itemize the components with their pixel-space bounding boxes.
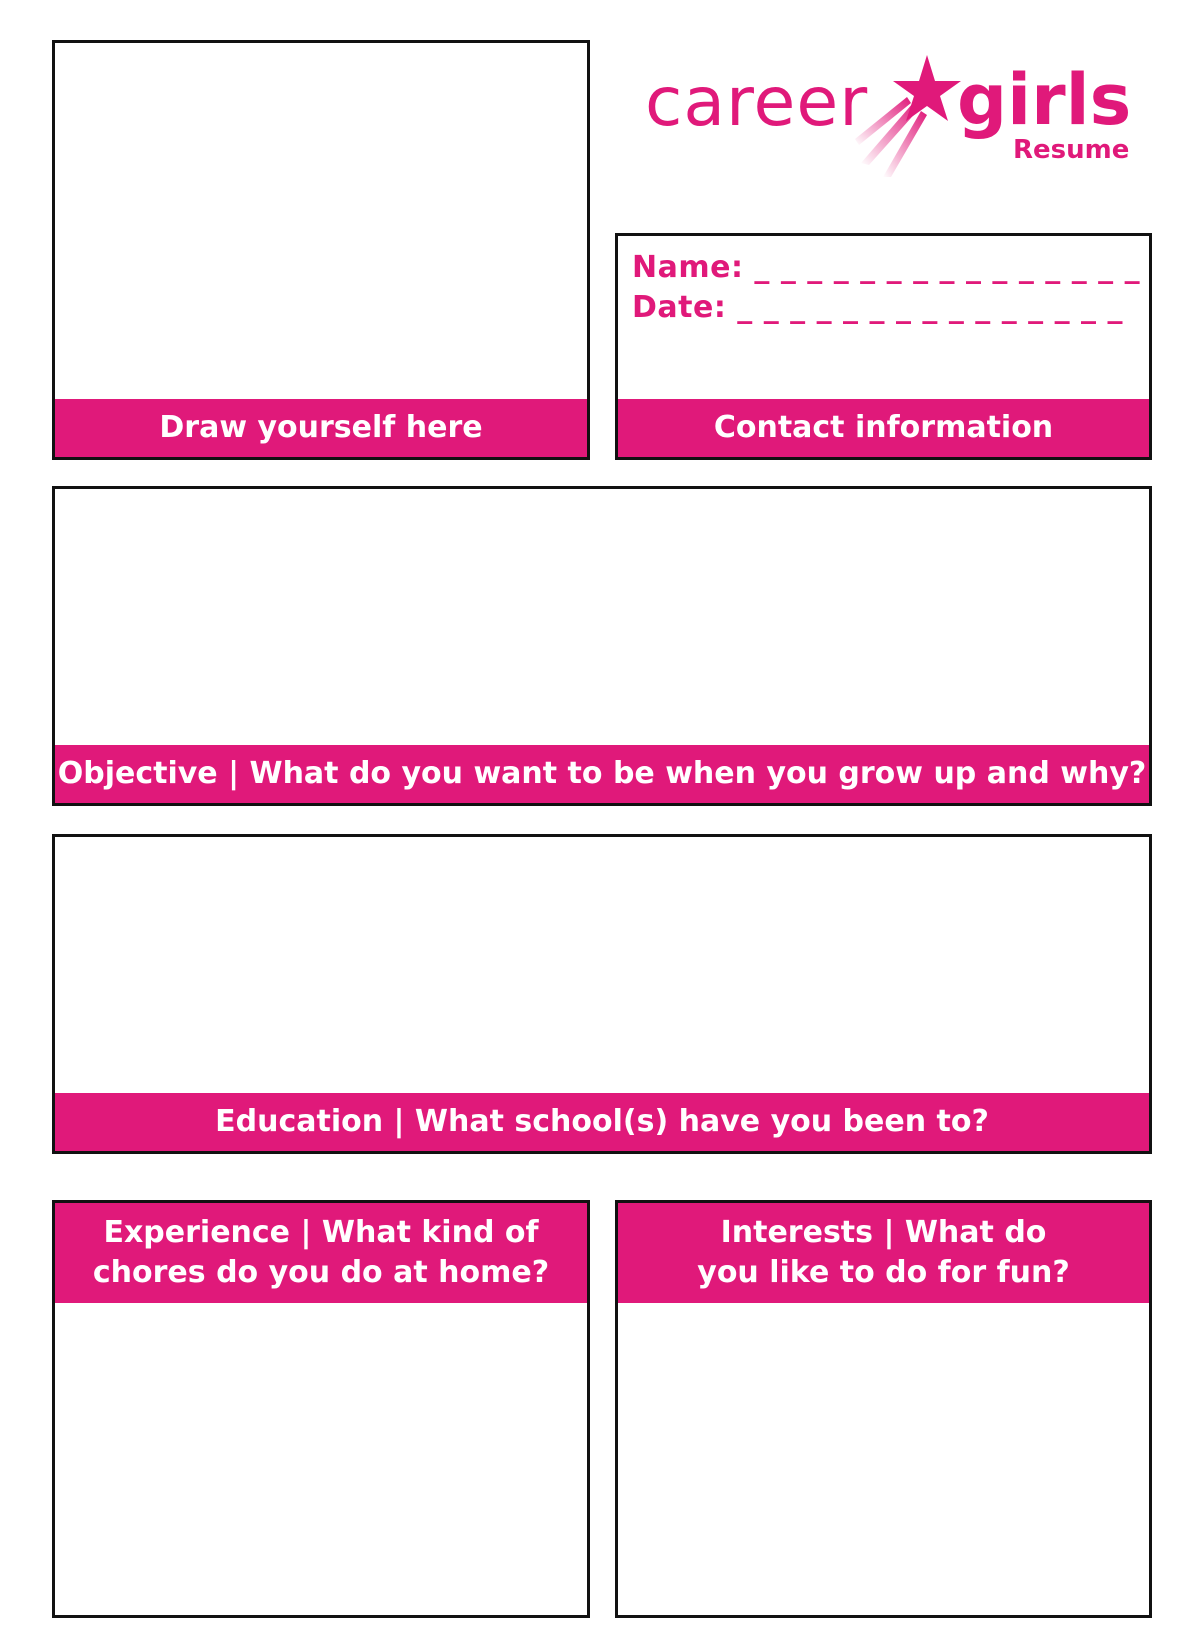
name-field[interactable]: Name: _ _ _ _ _ _ _ _ _ _ _ _ _ _ _ (632, 250, 1141, 285)
objective-label: Objective | What do you want to be when you grow up and why? (55, 745, 1149, 803)
logo-girls-text: girls (957, 59, 1132, 141)
objective-box[interactable] (52, 486, 1152, 806)
shooting-star-icon (855, 51, 965, 181)
education-box[interactable] (52, 834, 1152, 1154)
draw-yourself-box[interactable] (52, 40, 590, 460)
experience-label: Experience | What kind of chores do you do at home? (55, 1203, 587, 1303)
interests-label: Interests | What do you like to do for fun? (618, 1203, 1149, 1303)
logo-career-text: career (645, 63, 869, 142)
date-field[interactable]: Date: _ _ _ _ _ _ _ _ _ _ _ _ _ _ _ (632, 290, 1123, 325)
draw-yourself-label: Draw yourself here (55, 399, 587, 457)
career-girls-logo (645, 45, 1165, 185)
contact-information-label: Contact information (618, 399, 1149, 457)
interests-box[interactable] (615, 1200, 1152, 1618)
contact-information-box[interactable] (615, 233, 1152, 460)
experience-box[interactable] (52, 1200, 590, 1618)
logo-resume-subtitle: Resume (1013, 135, 1130, 165)
education-label: Education | What school(s) have you been to? (55, 1093, 1149, 1151)
